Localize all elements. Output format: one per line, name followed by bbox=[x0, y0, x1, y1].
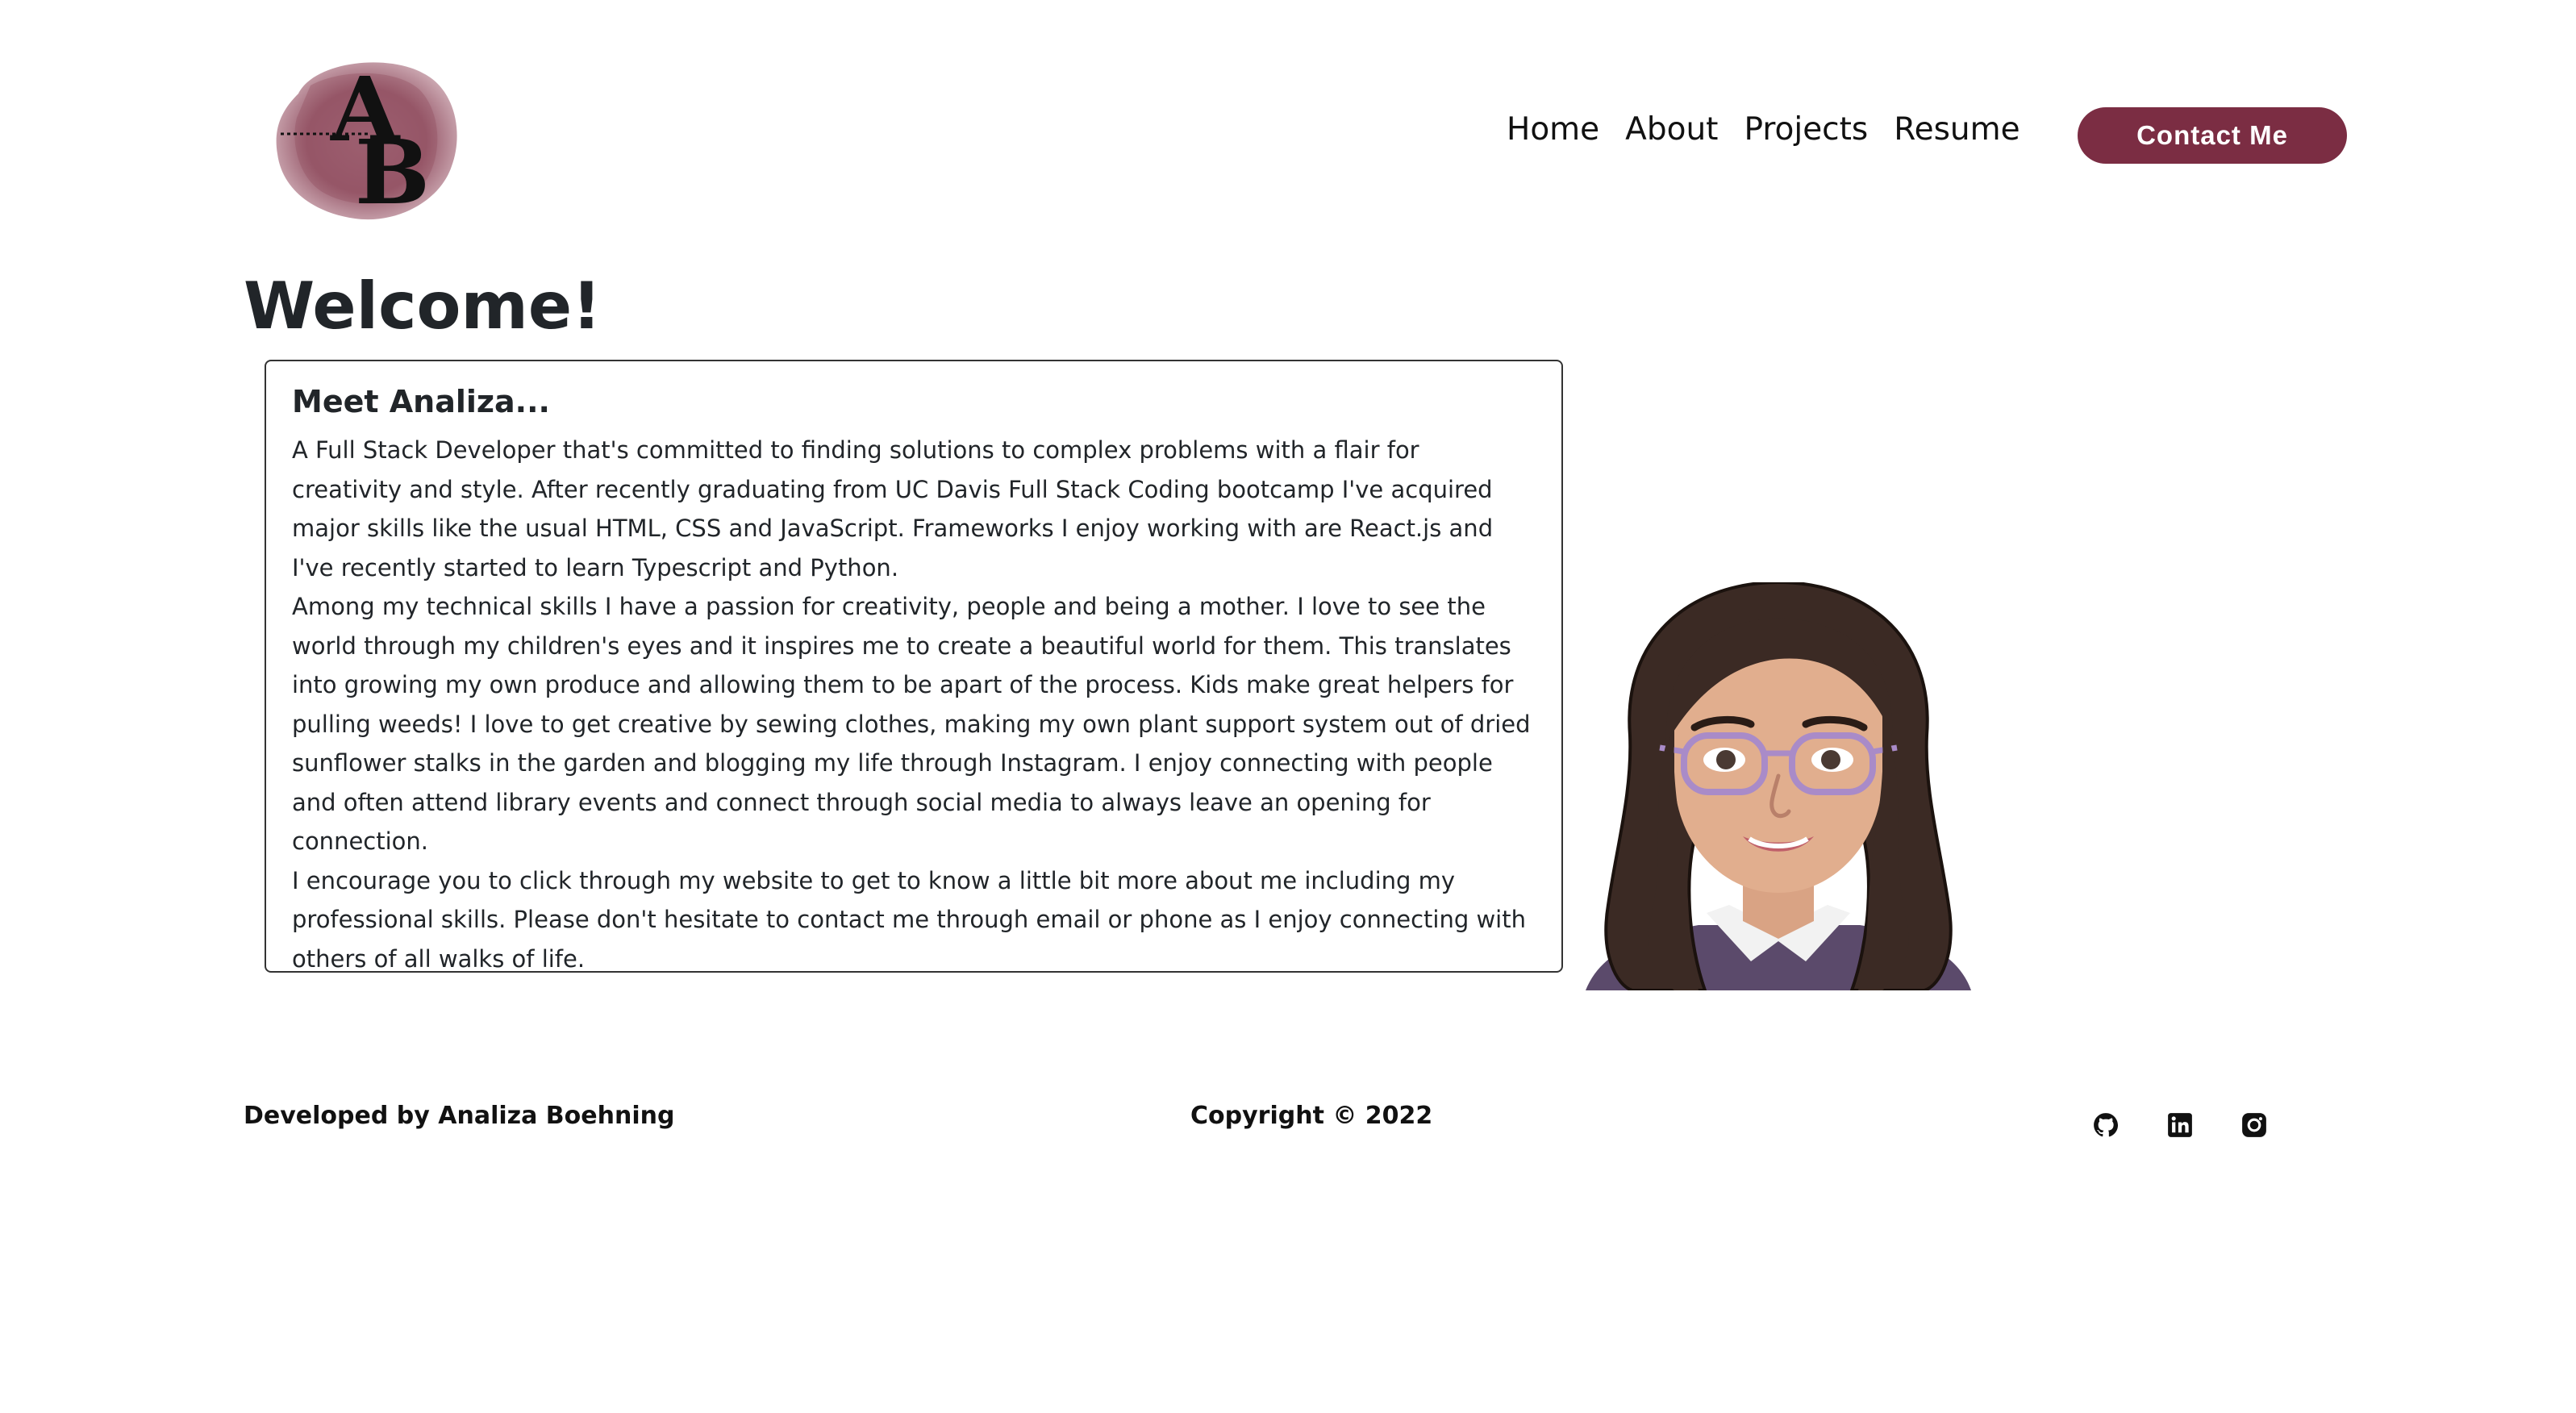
about-paragraph-2: Among my technical skills I have a passion for creativity, people and being a mother. I love to see the world through my children's eyes and it inspires me to create a beautiful world for them. This translates into growing my own produce and allowing them to be apart of the process. Kids make great helpers for pulling weeds! I love to get creative by sewing clothes, making my own plant support system out of dried sunflower stalks in the garden and blogging my life through Instagram. I enjoy connecting with people and often attend library events and connect through social media to always leave an opening for connection. bbox=[292, 593, 1531, 855]
nav-resume[interactable]: Resume bbox=[1894, 111, 2020, 148]
nav-home[interactable]: Home bbox=[1507, 111, 1600, 148]
svg-text:A: A bbox=[331, 57, 400, 161]
about-card bbox=[265, 360, 1563, 973]
about-paragraph-3: I encourage you to click through my website to get to know a little bit more about me including my professional skills. Please don't hesitate to contact me through email or phone as I enjoy connecting with others of all walks of life. bbox=[292, 866, 1526, 973]
site-logo[interactable] bbox=[266, 45, 468, 231]
linkedin-icon[interactable] bbox=[2166, 1111, 2194, 1139]
nav-projects[interactable]: Projects bbox=[1744, 111, 1869, 148]
nav-about[interactable]: About bbox=[1625, 111, 1719, 148]
svg-text:B: B bbox=[355, 120, 430, 224]
footer-developer: Developed by Analiza Boehning bbox=[244, 1102, 675, 1130]
github-icon[interactable] bbox=[2092, 1111, 2120, 1139]
footer-copyright: Copyright © 2022 bbox=[1190, 1102, 1433, 1130]
instagram-icon[interactable] bbox=[2240, 1111, 2268, 1139]
main-nav bbox=[1507, 111, 2020, 148]
avatar-illustration bbox=[1586, 582, 1971, 990]
about-paragraph-1: A Full Stack Developer that's committed to finding solutions to complex problems with a flair for creativity and style. After recently graduating from UC Davis Full Stack Coding bootcamp I've acquired major skills like the usual HTML, CSS and JavaScript. Frameworks I enjoy working with are React.js and I've recently started to learn Typescript and Python. bbox=[292, 436, 1494, 581]
card-heading: Meet Analiza... bbox=[292, 384, 550, 419]
contact-me-button[interactable]: Contact Me bbox=[2078, 107, 2347, 164]
page-title: Welcome! bbox=[244, 269, 602, 344]
